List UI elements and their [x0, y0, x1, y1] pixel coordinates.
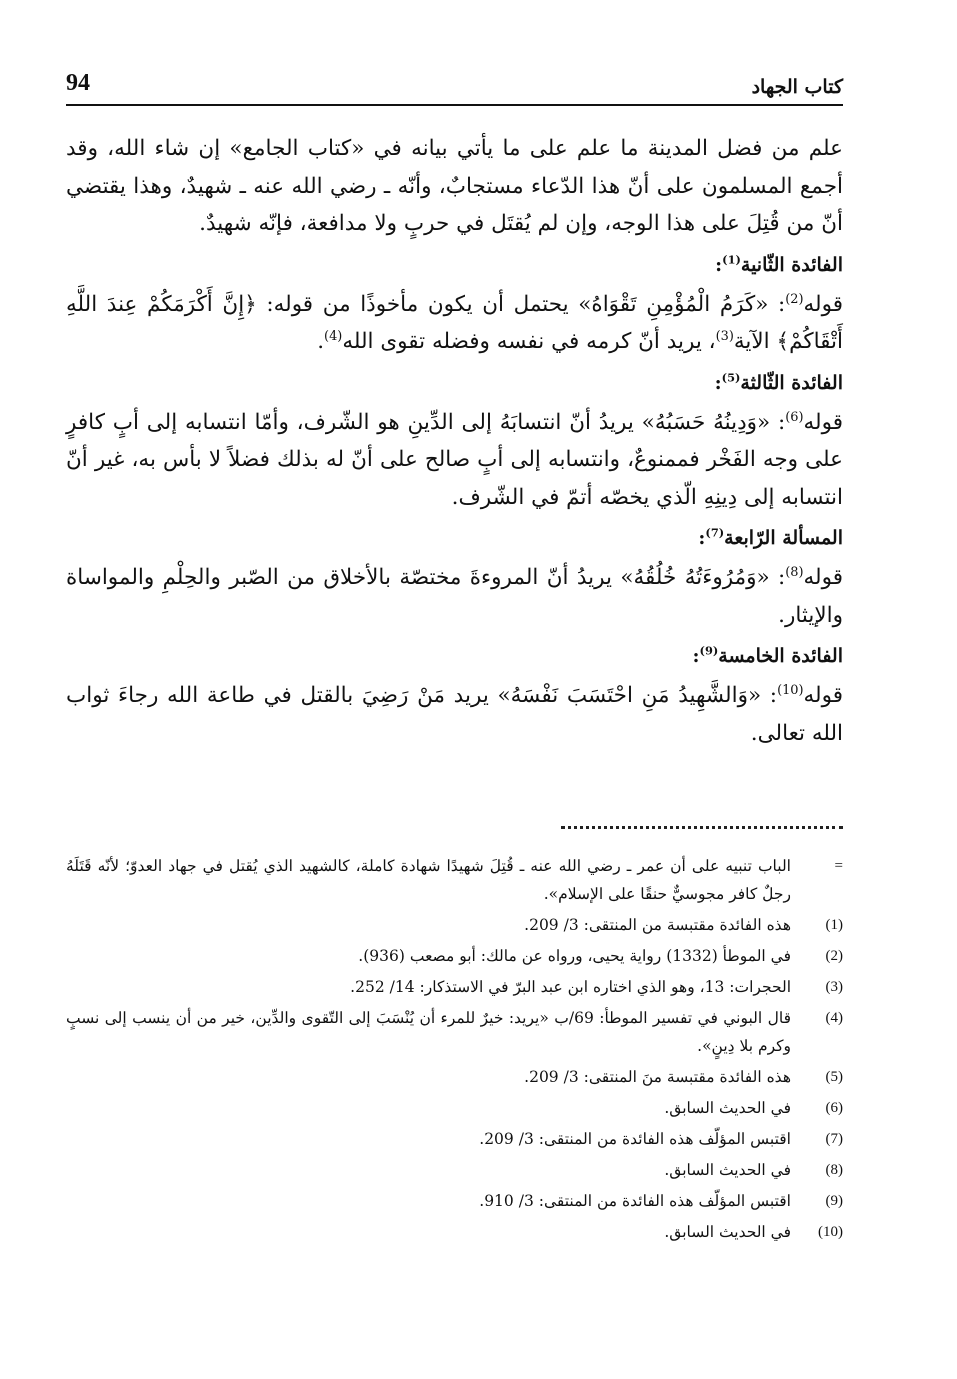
footnote-ref: (1) [722, 252, 741, 267]
footnote-number: (6) [825, 1100, 843, 1116]
footnote-text: هذه الفائدة مقتبسة منَ المنتقى: 3/ 209. [524, 1068, 791, 1086]
footnote-text: قال البوني في تفسير الموطأ: 69/ب «يريد: خيرٌ للمرء أن يُنْسَبَ إلى التّقوى والدِّين، خير من أن ينسب إلى نسبٍ وكرم بلا دِينٍ». [66, 1009, 792, 1055]
quote-lead: قوله [803, 683, 843, 708]
footnote-ref: (5) [721, 370, 741, 385]
main-text [66, 130, 843, 759]
footnote-item [66, 1187, 843, 1215]
footnote-ref: (7) [705, 525, 725, 540]
footnote-item [66, 942, 843, 970]
footnote-text: اقتبس المؤلّف هذه الفائدة من المنتقى: 3/ 209. [479, 1130, 791, 1148]
heading-text: المسألة الرّابعة [724, 527, 843, 549]
footnote-ref: (4) [324, 328, 343, 344]
footnote-ref: (6) [785, 409, 804, 425]
paragraph-2: قوله$^{(2)}$: «كَرَمُ الْمُؤْمِنِ تَقْوَاهُ» يحتمل أن يكون مأخوذًا من قوله: ﴿إِنَّ أَكْرَمَكُمْ عِندَ اللَّهِ أَتْقَاكُمْ﴾ الآية$^{(3)}$، يريد أنّ كرمه في نفسه وفضله تقوى الله$^{(4)}$. [66, 291, 843, 354]
footnote-number: (7) [825, 1131, 843, 1147]
footnote-text: في الموطأ (1332) رواية يحيى، ورواه عن مالك: أبو مصعب (936). [358, 947, 791, 965]
footnote-number: (2) [825, 948, 843, 964]
footnote-separator [561, 826, 843, 829]
footnote-item [66, 911, 843, 939]
footnote-number: (1) [825, 917, 843, 933]
footnote-item [66, 1218, 843, 1246]
footnote-number: (5) [825, 1069, 843, 1085]
footnote-number: (8) [825, 1162, 843, 1178]
footnote-item [66, 973, 843, 1001]
footnote-ref: (3) [715, 328, 734, 344]
footnote-item [66, 1063, 843, 1091]
footnote-text: الباب تنبيه على أن عمر ـ رضي الله عنه ـ قُتِلَ شهيدًا شهادة كاملة، كالشهيد الذي يُقتل في جهاد العدوّ؛ لأنّه قَتَلَهُ رجلٌ كافر مجوسيٌّ حنقًا على الإسلام». [66, 857, 791, 903]
footnotes [66, 852, 843, 1249]
paragraph-1: علم من فضل المدينة ما علم على ما يأتي بيانه في «كتاب الجامع» إن شاء الله، وقد أجمع المسلمون على أنّ هذا الدّعاء مستجابٌ، وأنّه ـ رضي الله عنه ـ شهيدٌ، وهذا يقتضي أنّ من قُتِلَ على هذا الوجه، وإن لم يُقتَل في حربٍ ولا مدافعة، فإنّه شهيدٌ. [66, 136, 843, 236]
footnote-number: (9) [825, 1193, 843, 1209]
quote-lead: قوله [803, 409, 843, 435]
paragraph-text: ، يريد أنّ كرمه في نفسه وفضله تقوى الله [342, 329, 716, 354]
footnote-number: = [834, 858, 843, 874]
heading-text: الفائدة الثّانية [740, 253, 843, 276]
footnote-item [66, 1004, 843, 1060]
footnote-ref: (9) [699, 643, 719, 658]
footnote-text: هذه الفائدة مقتبسة من المنتقى: 3/ 209. [524, 916, 791, 934]
footnote-text: في الحديث السابق. [664, 1099, 791, 1117]
footnote-text: الحجرات: 13، وهو الذي اختاره ابن عبد البرّ في الاستذكار: 14/ 252. [350, 978, 791, 996]
heading-third-benefit: الفائدة الثّالثة$^{(5)}$: [714, 370, 843, 394]
footnote-ref: (10) [777, 682, 804, 698]
paragraph-text: : «وَالشَّهِيدُ مَنِ احْتَسَبَ نَفْسَهُ» يريد مَنْ رَضِيَ بالقتل في طاعة الله رجاءَ ثواب الله تعالى. [66, 683, 843, 746]
paragraph-4 [66, 559, 843, 634]
heading-second-benefit: الفائدة الثّانية$^{(1)}$: [715, 252, 843, 276]
quote-lead: قوله [803, 565, 843, 590]
paragraph-text: : «وَمُرُوءَتُهُ خُلُقُهُ» يريدُ أنّ المروءةَ مختصّة بالأخلاق من الصّبر والحِلْمِ والمواساة والإيثار. [66, 565, 843, 628]
footnote-text: اقتبس المؤلّف هذه الفائدة من المنتقى: 3/ 910. [479, 1192, 791, 1210]
footnote-text: في الحديث السابق. [664, 1223, 791, 1241]
paragraph-3 [66, 404, 843, 517]
heading-fourth-issue: المسألة الرّابعة$^{(7)}$: [698, 525, 843, 549]
quote-lead: قوله [803, 291, 843, 317]
heading-text: الفائدة الثّالثة [740, 371, 843, 394]
footnote-ref: (8) [785, 564, 804, 580]
running-header [66, 62, 843, 106]
paragraph-5 [66, 677, 843, 752]
heading-fifth-benefit: الفائدة الخامسة$^{(9)}$: [692, 643, 843, 667]
footnote-item [66, 1094, 843, 1122]
paragraph-text: : «كَرَمُ الْمُؤْمِنِ تَقْوَاهُ» يحتمل أن يكون مأخوذًا من قوله: ﴿إِنَّ أَكْرَمَكُمْ عِندَ اللَّهِ أَتْقَاكُمْ﴾ الآية [66, 291, 843, 354]
footnote-text: في الحديث السابق. [664, 1161, 791, 1179]
paragraph-text: : «وَدِينُهُ حَسَبُهُ» يريدُ أنّ انتسابَهُ إلى الدِّينِ هو الشّرف، وأمّا انتسابه إلى أبٍ كافرٍ على وجه الفَخْر فممنوعٌ، وانتسابه إلى أبٍ صالح على أنّ له بذلك فضلاً لا بأس به، غير أنّ انتسابه إلى دِينِهِ الّذي يخصّه أتمّ في الشّرف. [66, 409, 843, 510]
page-number: 94 [66, 70, 90, 96]
book-title: كتاب الجهاد [751, 76, 843, 98]
footnote-ref: (2) [785, 291, 804, 307]
heading-text: الفائدة الخامسة [718, 645, 843, 667]
footnote-number: (4) [825, 1010, 843, 1026]
footnote-item [66, 852, 843, 908]
footnote-item [66, 1125, 843, 1153]
footnote-number: (10) [818, 1224, 843, 1240]
footnote-number: (3) [825, 979, 843, 995]
footnote-item [66, 1156, 843, 1184]
